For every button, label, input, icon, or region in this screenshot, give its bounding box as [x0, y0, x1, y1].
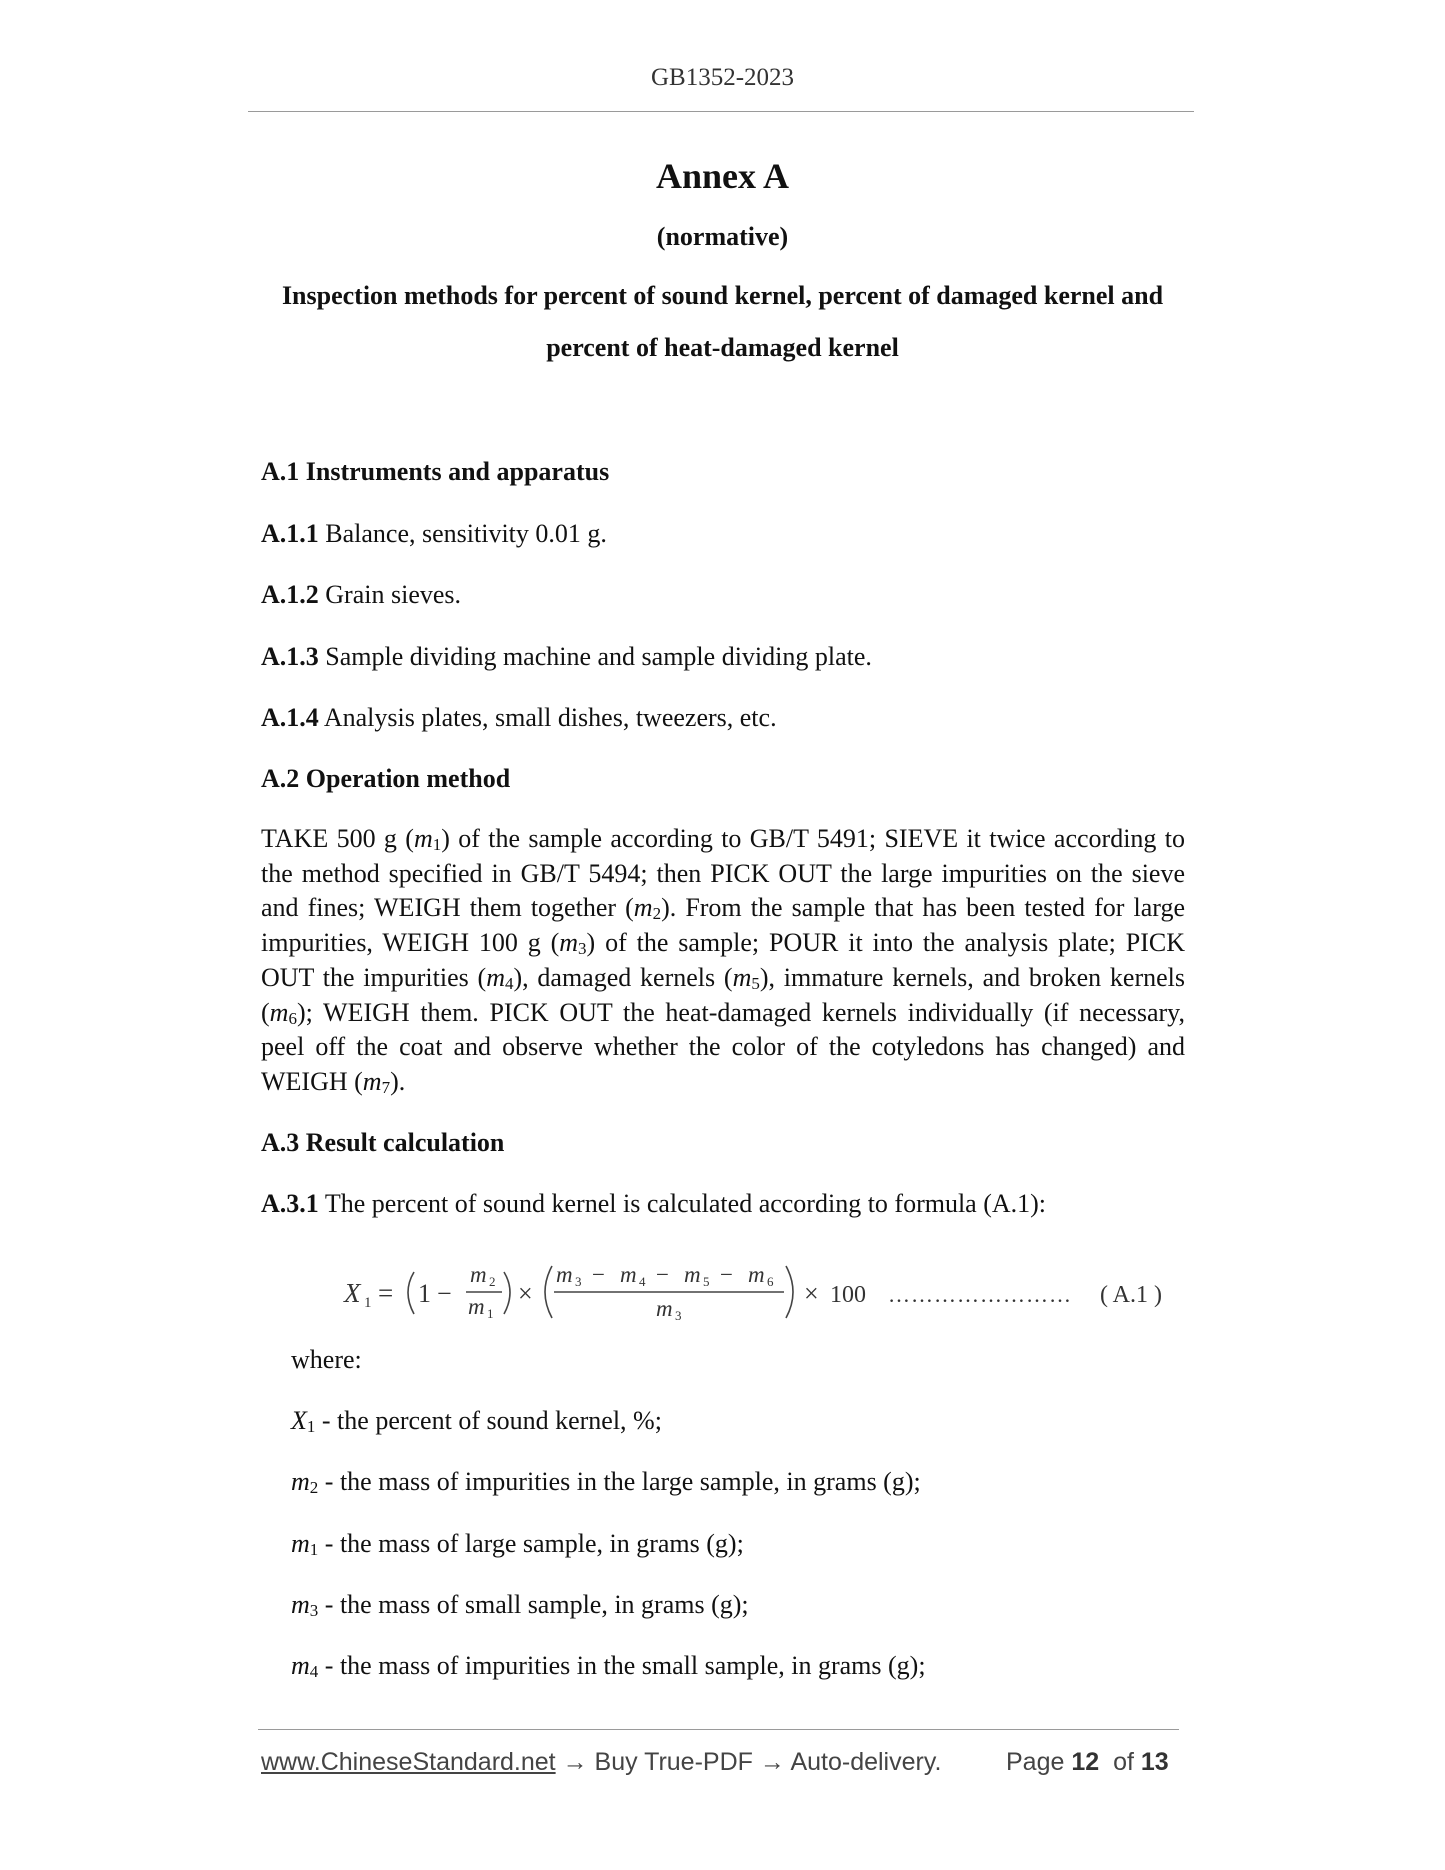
def-m2: $m_2$ - the mass of impurities in the large sample, in grams (g);	[291, 1467, 921, 1497]
annex-title: Annex A	[655, 156, 790, 196]
formula-label: ( A.1 )	[1100, 1282, 1162, 1308]
clause-a1-2: A.1.2 Grain sieves.	[261, 580, 462, 609]
annex-subtitle-line-2: percent of heat-damaged kernel	[546, 333, 899, 362]
frac2-m6-sub: 6	[767, 1274, 774, 1289]
page-total: 13	[1140, 1748, 1169, 1776]
formula-hundred: 100	[830, 1282, 866, 1308]
right-paren-2	[786, 1266, 793, 1318]
frac2-m5-var: m	[684, 1262, 701, 1287]
arrow-icon: →	[759, 1748, 785, 1776]
header-divider	[248, 111, 1194, 112]
def-x1: $X_1$ - the percent of sound kernel, %;	[291, 1406, 662, 1436]
page-number: 12	[1071, 1748, 1100, 1776]
frac2-den-var: m	[656, 1296, 673, 1321]
clause-a3-1: A.3.1 The percent of sound kernel is calculated according to formula (A.1):	[261, 1189, 1047, 1218]
left-paren-2	[545, 1266, 552, 1318]
where-label: where:	[291, 1345, 362, 1374]
frac2-minus-1: −	[592, 1262, 605, 1287]
frac2-m4-var: m	[620, 1262, 637, 1287]
section-heading-a3: A.3 Result calculation	[261, 1128, 505, 1157]
frac1-den-var: m	[468, 1294, 485, 1319]
clause-a1-4: A.1.4 Analysis plates, small dishes, tweezers, etc.	[261, 703, 777, 732]
section-heading-a2: A.2 Operation method	[261, 764, 511, 793]
formula-lhs: X	[344, 1278, 361, 1308]
frac2-minus-2: −	[656, 1262, 669, 1287]
annex-kind: (normative)	[656, 222, 789, 251]
def-m1: $m_1$ - the mass of large sample, in grams (g);	[291, 1529, 744, 1559]
annex-subtitle	[0, 270, 1445, 374]
formula-leader-dots: ……………………	[888, 1282, 1072, 1307]
formula-a1	[340, 1252, 1190, 1328]
frac2-minus-3: −	[720, 1262, 733, 1287]
running-header: GB1352-2023	[650, 64, 795, 91]
page-indicator: Page 12 of 13	[1006, 1748, 1169, 1776]
footer-divider	[258, 1729, 1179, 1730]
frac2-m3-var: m	[556, 1262, 573, 1287]
clause-a1-3: A.1.3 Sample dividing machine and sample dividing plate.	[261, 642, 872, 671]
formula-one: 1	[418, 1279, 431, 1308]
formula-times-1: ×	[518, 1279, 533, 1308]
frac1-num-sub: 2	[489, 1274, 496, 1289]
formula-equals: =	[378, 1278, 394, 1308]
frac2-m6-var: m	[748, 1262, 765, 1287]
frac2-m4-sub: 4	[639, 1274, 646, 1289]
formula-lhs-sub: 1	[364, 1295, 372, 1311]
left-paren-1	[408, 1272, 414, 1314]
right-paren-1	[504, 1272, 510, 1314]
frac2-den-sub: 3	[675, 1308, 682, 1323]
def-m4: $m_4$ - the mass of impurities in the small sample, in grams (g);	[291, 1651, 926, 1681]
auto-delivery-text: Auto-delivery.	[790, 1748, 942, 1776]
frac1-den-sub: 1	[487, 1306, 494, 1321]
frac2-m5-sub: 5	[703, 1274, 710, 1289]
annex-subtitle-line-1: Inspection methods for percent of sound kernel, percent of damaged kernel and	[281, 281, 1164, 310]
website-link[interactable]: www.ChineseStandard.net	[261, 1748, 556, 1776]
frac1-num-var: m	[470, 1262, 487, 1287]
footer-promo	[261, 1748, 941, 1777]
def-m3: $m_3$ - the mass of small sample, in grams (g);	[291, 1590, 749, 1620]
buy-text: Buy True-PDF	[594, 1748, 753, 1776]
frac2-m3-sub: 3	[575, 1274, 582, 1289]
arrow-icon: →	[562, 1748, 588, 1776]
formula-times-2: ×	[804, 1279, 819, 1308]
section-heading-a1: A.1 Instruments and apparatus	[261, 457, 610, 486]
formula-minus-1: −	[437, 1279, 452, 1308]
operation-method-paragraph: TAKE 500 g $(m_1)$ of the sample according to GB/T 5491; SIEVE it twice according to the method specified in GB/T 5494; then PICK OUT the large impurities on the sieve and fines; WEIGH them together $(m_2)$. From the sample that has been tested for large impurities, WEIGH 100 g $(m_3)$ of the sample; POUR it into the analysis plate; PICK OUT the impurities $(m_4)$, damaged kernels $(m_5)$, immature kernels, and broken kernels $(m_6)$; WEIGH them. PICK OUT the heat-damaged kernels individually (if necessary, peel off the coat and observe whether the color of the cotyledons has changed) and WEIGH $(m_7)$.	[261, 824, 1185, 1097]
clause-a1-1: A.1.1 Balance, sensitivity 0.01 g.	[261, 519, 607, 548]
